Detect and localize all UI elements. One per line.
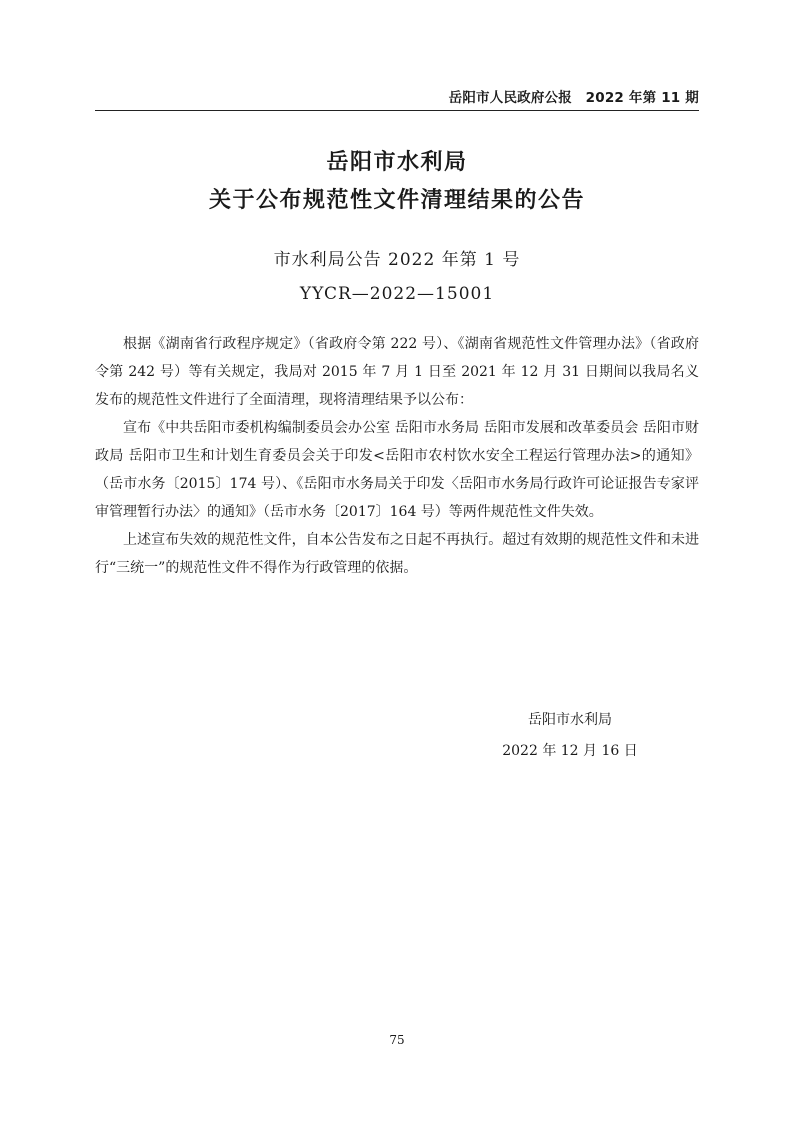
page-header: [95, 86, 699, 111]
title-subject: 关于公布规范性文件清理结果的公告: [208, 188, 585, 213]
announcement-body: [95, 330, 699, 582]
announcement-number: 市水利局公告 2022 年第 1 号: [273, 250, 521, 270]
title-issuer: 岳阳市水利局: [326, 150, 468, 175]
body-paragraph-basis: 根据《湖南省行政程序规定》（省政府令第 222 号）、《湖南省规范性文件管理办法》（省政府令第 242 号）等有关规定，我局对 2015 年 7 月 1 日至 2021 年 12 月 31 日期间以我局名义发布的规范性文件进行了全面清理，现将清理结果予以公布：: [95, 336, 699, 408]
page-number: 75: [389, 1033, 405, 1047]
body-paragraph-invalidated-files: 宣布《中共岳阳市委机构编制委员会办公室 岳阳市水务局 岳阳市发展和改革委员会 岳阳市财政局 岳阳市卫生和计划生育委员会关于印发<岳阳市农村饮水安全工程运行管理办法>的通知》（岳市水务〔2015〕174 号）、《岳阳市水务局关于印发〈岳阳市水务局行政许可论证报告专家评审管理暂行办法〉的通知》（岳市水务〔2017〕164 号）等两件规范性文件失效。: [95, 420, 699, 520]
signature-date: 2022 年 12 月 16 日: [502, 743, 638, 759]
header-publication-info: 岳阳市人民政府公报 2022 年第 11 期: [448, 90, 699, 106]
document-code: YYCR—2022—15001: [299, 284, 495, 304]
body-paragraph-effect: 上述宣布失效的规范性文件，自本公告发布之日起不再执行。超过有效期的规范性文件和未进行“三统一”的规范性文件不得作为行政管理的依据。: [95, 532, 699, 576]
signature-organization: 岳阳市水利局: [528, 712, 612, 728]
